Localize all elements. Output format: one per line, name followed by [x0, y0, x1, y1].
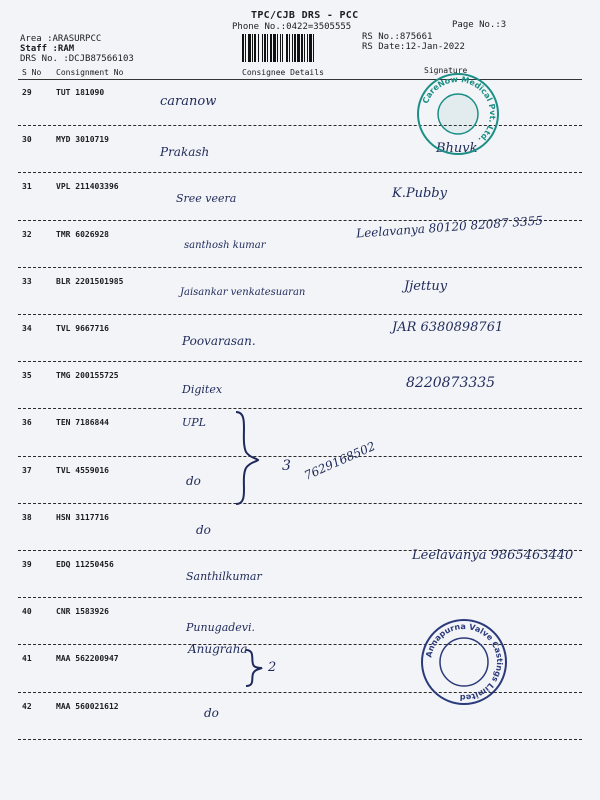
row-divider: [18, 503, 582, 504]
row-consignment-no: HSN 3117716: [56, 512, 109, 522]
row-consignee: do: [186, 473, 201, 488]
row-consignee: Digitex: [182, 383, 223, 397]
svg-text:Annapurna Valve Castings Limit: Annapurna Valve Castings Limited: [424, 621, 505, 703]
row-consignment-no: TMG 200155725: [56, 371, 119, 381]
row-divider: [18, 172, 582, 173]
row-sno: 30: [22, 135, 32, 145]
row-consignment-no: TVL 4559016: [56, 465, 109, 475]
group-brace-icon: [228, 408, 268, 508]
col-consignment: Consignment No: [56, 68, 124, 77]
row-signature: Leelavanya 9865463440: [412, 548, 574, 563]
row-consignee: Santhilkumar: [186, 570, 262, 583]
row-consignee: Poovarasan.: [182, 334, 256, 348]
col-consignee: Consignee Details: [242, 68, 324, 77]
row-sno: 38: [22, 512, 32, 522]
rs-date: RS Date:12-Jan-2022: [362, 42, 465, 52]
row-consignment-no: BLR 2201501985: [56, 276, 124, 286]
row-signature: Jjettuy: [404, 278, 448, 294]
row-consignment-no: TVL 9667716: [56, 324, 109, 333]
row-consignment-no: MAA 560021612: [56, 701, 119, 711]
row-consignment-no: MYD 3010719: [56, 135, 109, 145]
row-sno: 40: [22, 607, 32, 617]
row-consignee: Sree veera: [176, 192, 237, 206]
group-count-maa: 2: [268, 660, 277, 675]
row-signature: JAR 6380898761: [392, 320, 504, 335]
row-sno: 41: [22, 654, 32, 664]
row-divider: [18, 456, 582, 457]
row-sno: 34: [22, 324, 32, 333]
group-phone-upl: 7629168502: [302, 438, 378, 483]
col-signature: Signature: [424, 66, 468, 75]
row-sno: 35: [22, 371, 32, 381]
page-number: Page No.:3: [452, 20, 507, 30]
row-sno: 29: [22, 88, 32, 97]
drs-number: DRS No. :DCJB87566103: [20, 54, 134, 64]
row-consignee: Prakash: [160, 145, 210, 160]
row-divider: [18, 361, 582, 362]
row-consignee: caranow: [160, 94, 217, 109]
row-sno: 33: [22, 276, 32, 286]
row-signature: K.Pubby: [392, 186, 447, 202]
row-sno: 36: [22, 418, 32, 428]
row-consignment-no: MAA 562200947: [56, 654, 119, 664]
row-sno: 42: [22, 701, 32, 711]
col-sno: S No: [22, 68, 42, 77]
company-stamp-top: [412, 68, 504, 160]
row-consignment-no: TMR 6026928: [56, 229, 109, 239]
row-consignee: UPL: [182, 416, 206, 430]
barcode: [242, 34, 352, 62]
row-divider: [18, 597, 582, 598]
row-sno: 31: [22, 182, 32, 192]
company-stamp-bottom: [416, 614, 512, 710]
row-divider: [18, 267, 582, 268]
area-field: Area :ARASURPCC: [20, 34, 102, 44]
row-consignment-no: TUT 181090: [56, 88, 105, 97]
group-count-upl: 3: [282, 458, 291, 474]
row-consignment-no: CNR 1583926: [56, 607, 109, 617]
row-consignee: Punugadevi.: [186, 621, 256, 635]
row-signature: Bhuvk: [436, 141, 478, 157]
row-consignment-no: VPL 211403396: [56, 182, 119, 192]
row-consignee: do: [204, 705, 219, 720]
row-sno: 37: [22, 465, 32, 475]
row-signature: 8220873335: [406, 375, 496, 392]
phone-number: Phone No.:0422=3505555: [232, 22, 352, 32]
row-divider: [18, 739, 582, 740]
row-consignee: santhosh kumar: [184, 239, 266, 251]
row-signature: Leelavanya 80120 82087 3355: [355, 213, 544, 241]
row-consignee: Jaisankar venkatesuaran: [180, 286, 306, 298]
row-sno: 32: [22, 229, 32, 239]
document-title: TPC/CJB DRS - PCC: [251, 10, 359, 21]
rs-number: RS No.:875661: [362, 32, 433, 42]
row-consignment-no: EDQ 11250456: [56, 560, 114, 569]
staff-field: Staff :RAM: [20, 44, 75, 54]
row-consignment-no: TEN 7186844: [56, 418, 109, 428]
row-divider: [18, 314, 582, 315]
row-consignee: Anugraha: [188, 642, 248, 657]
row-divider: [18, 408, 582, 409]
group-brace-maa-icon: [242, 648, 266, 688]
svg-text:CareNow Medical Pvt. Ltd.: CareNow Medical Pvt. Ltd.: [421, 74, 498, 145]
row-sno: 39: [22, 560, 32, 569]
row-consignee: do: [196, 522, 211, 537]
